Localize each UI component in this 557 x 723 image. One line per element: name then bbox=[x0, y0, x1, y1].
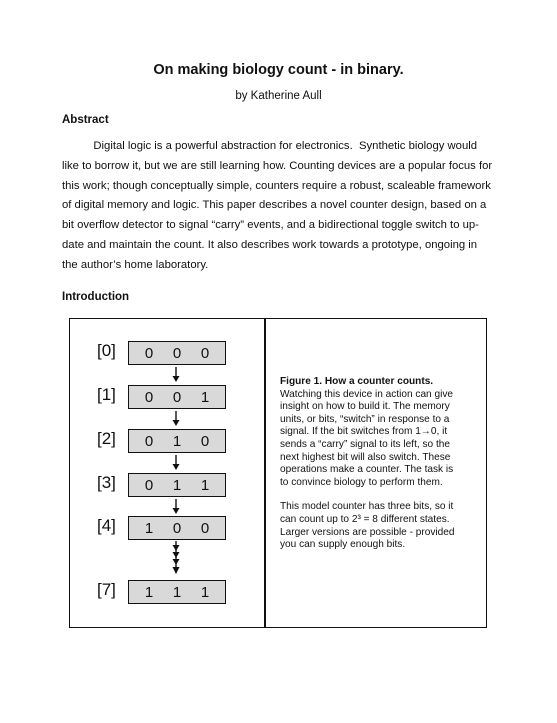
bit-register bbox=[128, 580, 226, 604]
state-label: [7] bbox=[97, 580, 116, 599]
bit-register bbox=[128, 516, 226, 540]
bit-value: 0 bbox=[200, 432, 210, 450]
bit-register bbox=[128, 341, 226, 365]
bit-value: 0 bbox=[144, 388, 154, 406]
state-label: [0] bbox=[97, 341, 116, 360]
caption-line: to convince biology to perform them. bbox=[280, 476, 443, 488]
bit-value: 1 bbox=[144, 583, 154, 601]
state-label: [4] bbox=[97, 516, 116, 535]
bit-value: 0 bbox=[144, 432, 154, 450]
bit-register bbox=[128, 473, 226, 497]
bit-value: 1 bbox=[200, 388, 210, 406]
bit-value: 1 bbox=[172, 476, 182, 494]
state-label: [3] bbox=[97, 473, 116, 492]
bit-value: 0 bbox=[200, 344, 210, 362]
abstract-line: of digital memory and logic. This paper describes a novel counter design, based on a bbox=[62, 199, 487, 212]
bit-register bbox=[128, 429, 226, 453]
introduction-heading: Introduction bbox=[62, 291, 130, 303]
author-line: by Katherine Aull bbox=[235, 90, 322, 102]
bit-value: 1 bbox=[172, 583, 182, 601]
bit-value: 1 bbox=[172, 432, 182, 450]
abstract-line: the author’s home laboratory. bbox=[62, 258, 209, 271]
abstract-line: bit overflow detector to signal “carry” events, and a bidirectional toggle switch to up- bbox=[62, 219, 479, 232]
state-label: [1] bbox=[97, 385, 116, 404]
abstract-heading: Abstract bbox=[62, 114, 109, 126]
abstract-line: this work; though conceptually simple, counters require a robust, scaleable framework bbox=[62, 179, 491, 192]
abstract-body bbox=[62, 137, 496, 276]
caption-line: This model counter has three bits, so it bbox=[280, 501, 454, 513]
caption-line: insight on how to build it. The memory bbox=[280, 401, 450, 413]
caption-line: can count up to 2³ = 8 different states. bbox=[280, 513, 450, 525]
caption-line: units, or bits, “switch” in response to a bbox=[280, 413, 450, 425]
bit-value: 0 bbox=[172, 388, 182, 406]
abstract-line: like to borrow it, but we are still learning how. Counting devices are a popular focus for bbox=[62, 159, 493, 172]
figure-caption bbox=[280, 376, 480, 552]
bit-value: 1 bbox=[200, 476, 210, 494]
bit-register bbox=[128, 385, 226, 409]
caption-line: you can supply enough bits. bbox=[280, 539, 406, 551]
bit-value: 0 bbox=[200, 519, 210, 537]
caption-line: sends a “carry” signal to its left, so the bbox=[280, 438, 450, 450]
bit-value: 1 bbox=[144, 519, 154, 537]
caption-line: operations make a counter. The task is bbox=[280, 464, 454, 476]
abstract-line: date and maintain the count. It also describes work towards a prototype, ongoing in bbox=[62, 238, 478, 251]
caption-line: Watching this device in action can give bbox=[280, 388, 453, 400]
caption-line: Larger versions are possible - provided bbox=[280, 526, 455, 538]
bit-value: 0 bbox=[144, 344, 154, 362]
caption-line: next highest bit will also switch. These bbox=[280, 451, 451, 463]
bit-value: 0 bbox=[172, 519, 182, 537]
state-label: [2] bbox=[97, 429, 116, 448]
bit-value: 1 bbox=[200, 583, 210, 601]
bit-value: 0 bbox=[172, 344, 182, 362]
figure-caption-panel bbox=[266, 319, 488, 627]
abstract-line: Digital logic is a powerful abstraction for electronics. Synthetic biology would bbox=[62, 140, 478, 152]
caption-line: signal. If the bit switches from 1→0, it bbox=[280, 426, 448, 438]
bit-value: 0 bbox=[144, 476, 154, 494]
figure-1 bbox=[69, 318, 487, 628]
counter-diagram bbox=[70, 319, 264, 627]
caption-heading: Figure 1. How a counter counts. bbox=[280, 376, 434, 387]
paper-title: On making biology count - in binary. bbox=[153, 62, 404, 78]
